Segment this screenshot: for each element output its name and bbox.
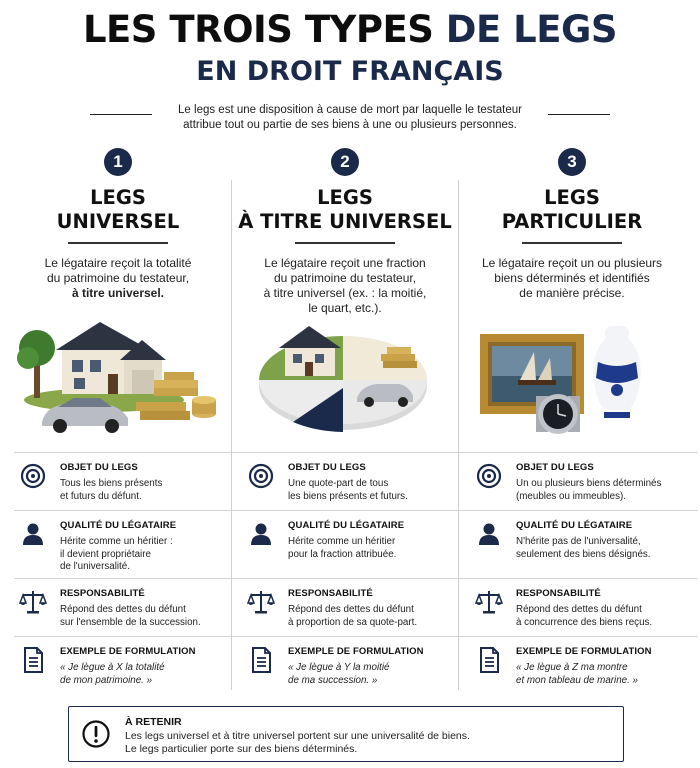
document-icon [246,645,276,675]
row-value [516,478,698,503]
main-title [0,8,700,51]
callout-heading: À RETENIR [125,716,182,728]
row-value-line-1: Une quote-part de tous [288,478,389,489]
column-title-line-1: LEGS [317,186,373,209]
row-objet [14,452,242,510]
column-desc-line-4: le quart, etc.). [308,300,382,315]
target-icon [18,461,48,491]
callout-line-2: Le legs particulier porte sur des biens déterminés. [125,743,358,755]
target-icon [474,461,504,491]
row-label: EXEMPLE DE FORMULATION [60,646,196,657]
callout-line-1: Les legs universel et à titre universel portent sur une universalité de biens. [125,730,470,742]
row-value-line-1: Hérite comme un héritier [288,536,396,547]
row-value-line-1: Tous les biens présents [60,478,163,489]
main-title-part1: LES TROIS TYPES [82,8,446,51]
intro-line-1: Le legs est une disposition à cause de mort par laquelle le testateur [178,104,522,116]
row-value-line-1: Répond des dettes du défunt [60,604,186,615]
intro-text [160,103,540,133]
column-title-line-2: PARTICULIER [501,210,643,233]
row-value-line-1: Hérite comme un héritier : [60,536,173,547]
person-icon [18,519,48,549]
row-label: RESPONSABILITÉ [516,588,601,599]
column-title-underline [295,242,395,244]
row-label: EXEMPLE DE FORMULATION [288,646,424,657]
main-title-part2: DE LEGS [445,8,618,51]
row-value [288,478,470,503]
row-value-line-1: « Je lègue à X la totalité [60,662,165,673]
row-value-line-1: Répond des dettes du défunt [288,604,414,615]
exclamation-icon [81,719,111,749]
intro-divider-left [90,114,152,115]
illustration-pie-chart [231,318,459,436]
column-title [231,186,459,234]
row-label: QUALITÉ DU LÉGATAIRE [288,520,405,531]
row-value-line-2: les biens présents et futurs. [288,490,408,502]
row-qualite [470,510,698,578]
target-icon [246,461,276,491]
column-legs-particulier [458,148,686,301]
main-subtitle: EN DROIT FRANÇAIS [196,56,504,87]
row-label: QUALITÉ DU LÉGATAIRE [60,520,177,531]
column-title-underline [522,242,622,244]
row-value [288,536,470,561]
row-value [60,662,242,687]
illustration-painting-vase-watch [458,318,686,436]
column-desc-bold: à titre universel. [71,285,165,300]
row-value-line-2: de ma succession. » [288,674,378,686]
column-desc-line-3: de manière précise. [519,285,625,300]
row-exemple [470,636,698,692]
row-value [516,604,698,629]
row-value-line-2: à concurrence des biens reçus. [516,616,653,628]
row-responsabilite [470,578,698,636]
column-number-badge: 3 [558,148,586,176]
column-desc-line-2: du patrimoine du testateur, [46,270,190,285]
column-title-line-2: UNIVERSEL [56,210,180,233]
row-value-line-2: et mon tableau de marine. » [516,674,638,686]
row-value [60,536,242,574]
row-value [60,604,242,629]
column-title [4,186,232,234]
row-value-line-2: à proportion de sa quote-part. [288,616,418,628]
row-value [60,478,242,503]
row-value-line-1: Un ou plusieurs biens déterminés [516,478,662,489]
document-icon [474,645,504,675]
column-2-rows [242,452,470,692]
row-label: OBJET DU LEGS [288,462,366,473]
intro-line-2: attribue tout ou partie de ses biens à une ou plusieurs personnes. [183,119,517,131]
column-desc-line-3: à titre universel (ex. : la moitié, [263,285,427,300]
row-value-line-2: de mon patrimoine. » [60,674,153,686]
row-value-line-2: et futurs du défunt. [60,490,142,502]
row-value-line-1: « Je lègue à Y la moitié [288,662,390,673]
row-qualite [242,510,470,578]
column-legs-universel [4,148,232,301]
row-value-line-1: Répond des dettes du défunt [516,604,642,615]
column-legs-titre-universel [231,148,459,316]
row-exemple [14,636,242,692]
illustration-house-car-coins [4,318,232,436]
column-title-line-1: LEGS [90,186,146,209]
row-value-line-1: « Je lègue à Z ma montre [516,662,628,673]
scales-icon [246,587,276,617]
column-1-rows [14,452,242,692]
column-description [4,256,232,301]
column-3-rows [470,452,698,692]
row-objet [242,452,470,510]
row-value-line-2: seulement des biens désignés. [516,548,651,560]
callout-body [125,730,615,756]
row-value [516,536,698,561]
row-value-line-2: il devient propriétaire [60,548,151,560]
row-responsabilite [14,578,242,636]
column-number-badge: 1 [104,148,132,176]
column-desc-line-2: biens déterminés et identifiés [494,270,650,285]
intro-divider-right [548,114,610,115]
row-value-line-2: sur l'ensemble de la succession. [60,616,201,628]
row-value [288,662,470,687]
row-label: OBJET DU LEGS [60,462,138,473]
row-label: OBJET DU LEGS [516,462,594,473]
row-label: RESPONSABILITÉ [60,588,145,599]
person-icon [474,519,504,549]
person-icon [246,519,276,549]
row-value-line-3: de l'universalité. [60,561,130,572]
row-value-line-2: (meubles ou immeubles). [516,490,626,502]
row-value-line-1: N'hérite pas de l'universalité, [516,536,641,547]
column-number-badge: 2 [331,148,359,176]
row-qualite [14,510,242,578]
row-label: EXEMPLE DE FORMULATION [516,646,652,657]
column-description [231,256,459,316]
row-responsabilite [242,578,470,636]
column-desc-line-3 [12,286,224,301]
row-objet [470,452,698,510]
a-retenir-callout [68,706,624,762]
column-title-line-2: À TITRE UNIVERSEL [238,210,452,233]
column-desc-line-2: du patrimoine du testateur, [273,270,417,285]
column-desc-line-1: Le légataire reçoit la totalité [44,255,192,270]
row-label: RESPONSABILITÉ [288,588,373,599]
column-desc-line-1: Le légataire reçoit une fraction [264,255,426,270]
scales-icon [474,587,504,617]
column-title-line-1: LEGS [544,186,600,209]
scales-icon [18,587,48,617]
column-desc-line-1: Le légataire reçoit un ou plusieurs [481,255,663,270]
row-label: QUALITÉ DU LÉGATAIRE [516,520,633,531]
row-value [516,662,698,687]
column-description [458,256,686,301]
column-title [458,186,686,234]
row-exemple [242,636,470,692]
row-value-line-2: pour la fraction attribuée. [288,548,397,560]
document-icon [18,645,48,675]
row-value [288,604,470,629]
column-title-underline [68,242,168,244]
